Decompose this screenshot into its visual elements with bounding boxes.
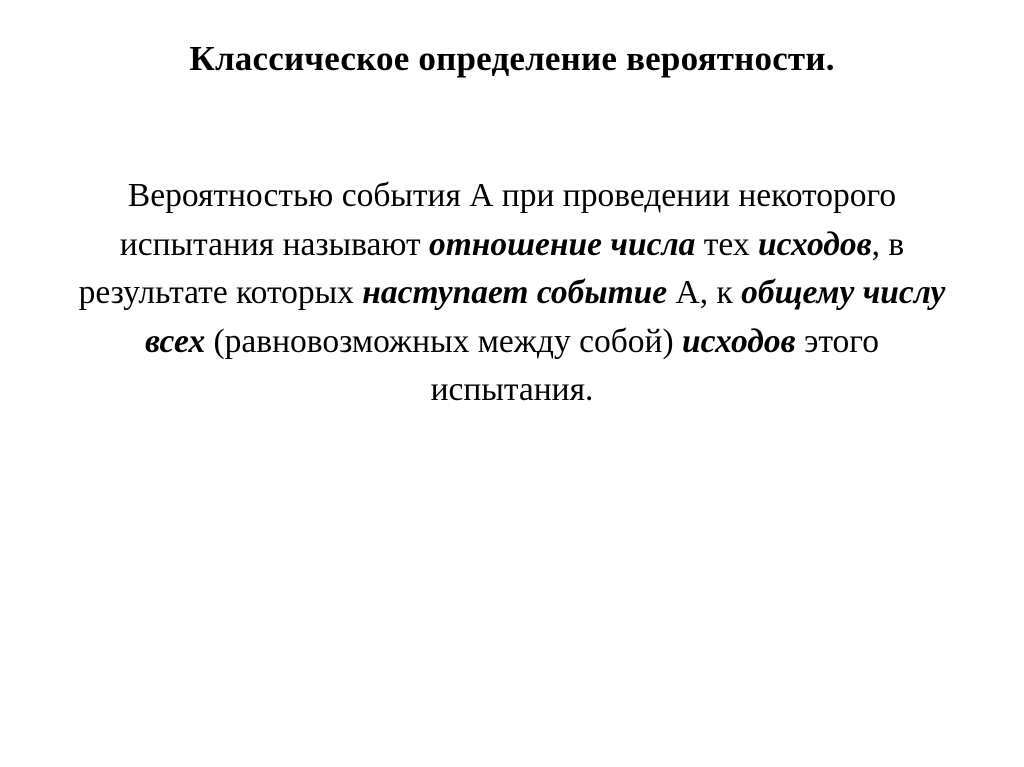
body-segment-1: Вероятностью события А при проведении некоторого испытания называют bbox=[119, 177, 897, 263]
body-segment-4: А, к bbox=[667, 274, 742, 312]
page-title: Классическое определение вероятности. bbox=[189, 39, 835, 78]
body-emphasis-ishodov-1: исходов bbox=[757, 225, 872, 263]
body-emphasis-ishodov-2: исходов bbox=[681, 322, 796, 360]
body-segment-6: этого испытания. bbox=[430, 322, 879, 409]
body-emphasis-obschemu-chislu-vseh: общему числу всех bbox=[145, 274, 946, 360]
body-segment-3: , в результате которых bbox=[78, 225, 905, 312]
body-emphasis-nastupaet-sobytie: наступает событие bbox=[362, 274, 668, 312]
slide-body-text bbox=[62, 172, 962, 415]
body-segment-2: тех bbox=[695, 225, 758, 263]
body-emphasis-otnoshenie-chisla: отношение числа bbox=[428, 225, 696, 263]
body-segment-5: (равновозможных между собой) bbox=[205, 322, 682, 360]
